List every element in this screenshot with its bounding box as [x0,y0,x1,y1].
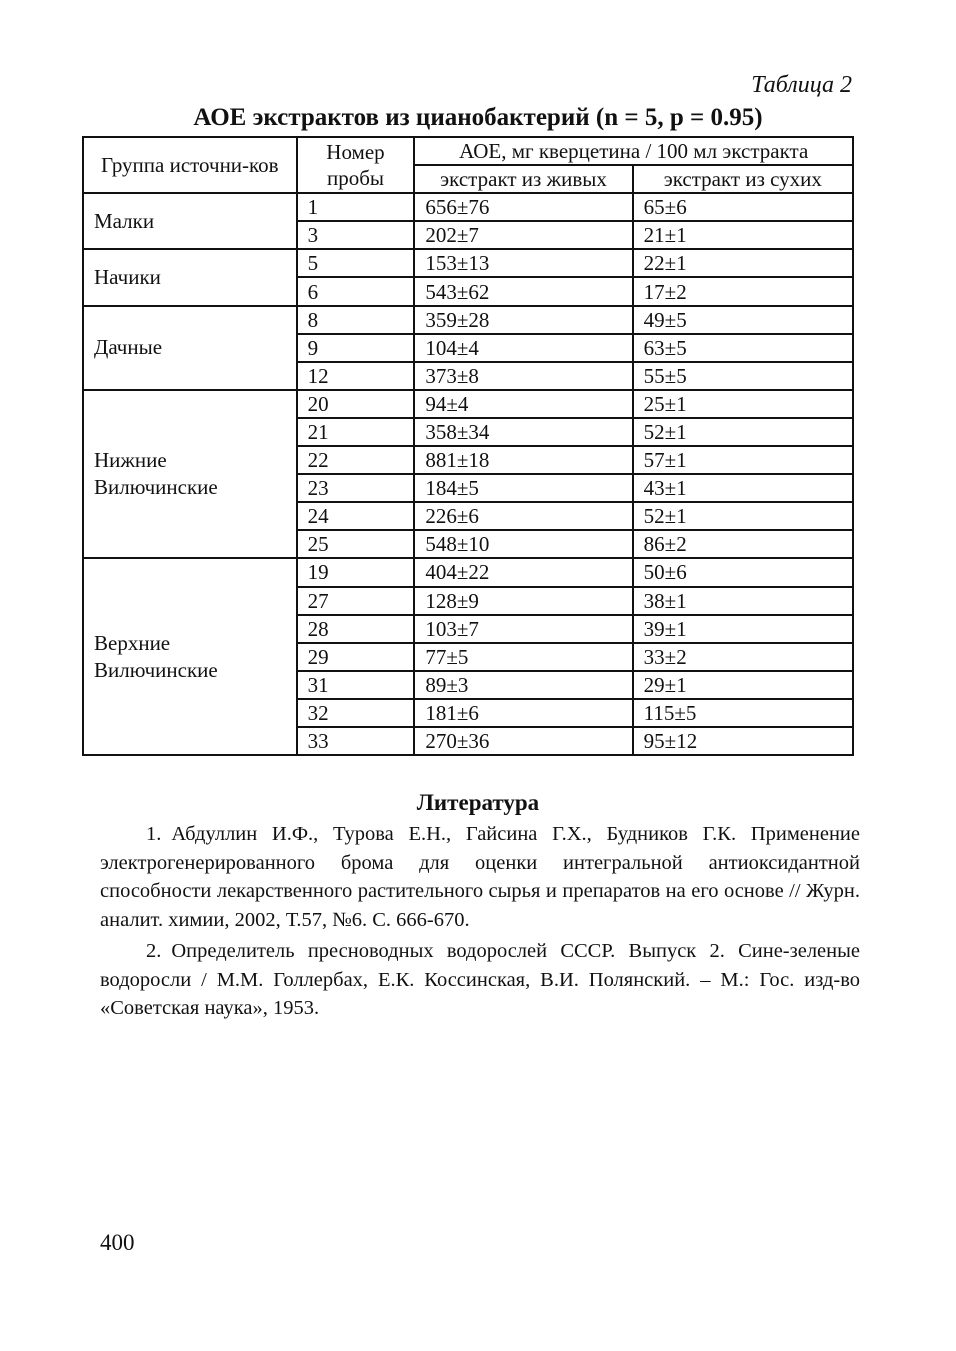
aoe-live: 270±36 [414,727,632,755]
group-name: Малки [83,193,297,249]
sample-number: 25 [297,530,415,558]
aoe-live: 103±7 [414,615,632,643]
aoe-live: 358±34 [414,418,632,446]
sample-number: 29 [297,643,415,671]
aoe-live: 89±3 [414,671,632,699]
aoe-dry: 38±1 [633,587,853,615]
literature-title: Литература [416,790,540,815]
aoe-dry: 52±1 [633,502,853,530]
header-live: экстракт из живых [414,165,632,193]
sample-number: 9 [297,334,415,362]
aoe-dry: 52±1 [633,418,853,446]
group-name: Дачные [83,306,297,390]
aoe-dry: 39±1 [633,615,853,643]
table-row [83,390,853,418]
sample-number: 19 [297,558,415,586]
aoe-live: 226±6 [414,502,632,530]
aoe-dry: 25±1 [633,390,853,418]
aoe-live: 77±5 [414,643,632,671]
reference-text: Абдуллин И.Ф., Турова Е.Н., Гайсина Г.Х., Будников Г.К. Применение электрогенерированного брома для оценки интегральной антиоксидантной способности лекарственного растительного сырья и препаратов на его основе // Журн. аналит. химии, 2002, Т.57, №6. С. 666-670. [100,823,860,931]
sample-number: 20 [297,390,415,418]
aoe-live: 373±8 [414,362,632,390]
sample-number: 33 [297,727,415,755]
sample-number: 24 [297,502,415,530]
group-name: Начики [83,249,297,305]
reference-text: Определитель пресноводных водорослей СССР. Выпуск 2. Сине-зеленые водоросли / М.М. Голлербах, Е.К. Коссинская, В.И. Полянский. – М.: Гос. изд-во «Советская наука», 1953. [100,940,860,1019]
aoe-dry: 17±2 [633,277,853,305]
sample-number: 27 [297,587,415,615]
aoe-dry: 95±12 [633,727,853,755]
sample-number: 5 [297,249,415,277]
header-dry: экстракт из сухих [633,165,853,193]
aoe-live: 548±10 [414,530,632,558]
aoe-dry: 50±6 [633,558,853,586]
aoe-dry: 57±1 [633,446,853,474]
sample-number: 23 [297,474,415,502]
table-row [83,558,853,586]
references-list [100,820,860,1026]
reference-item [100,937,860,1023]
reference-item [100,820,860,934]
sample-number: 12 [297,362,415,390]
sample-number: 21 [297,418,415,446]
aoe-dry: 49±5 [633,306,853,334]
table-row [83,193,853,221]
sample-number: 6 [297,277,415,305]
header-aoe: АОЕ, мг кверцетина / 100 мл экстракта [414,137,853,165]
table-header [83,137,853,193]
aoe-dry: 29±1 [633,671,853,699]
table-title: АОЕ экстрактов из цианобактерий (n = 5, p = 0.95) [193,104,763,131]
aoe-dry: 55±5 [633,362,853,390]
data-table [82,136,854,756]
aoe-dry: 33±2 [633,643,853,671]
sample-number: 31 [297,671,415,699]
sample-number: 1 [297,193,415,221]
aoe-live: 202±7 [414,221,632,249]
table-row [83,249,853,277]
sample-number: 22 [297,446,415,474]
group-name: Нижние Вилючинские [83,390,297,559]
sample-number: 3 [297,221,415,249]
reference-number: 1. [146,823,162,845]
aoe-live: 656±76 [414,193,632,221]
aoe-dry: 22±1 [633,249,853,277]
aoe-dry: 86±2 [633,530,853,558]
header-group: Группа источни-ков [83,137,297,193]
table-label: Таблица 2 [751,72,852,98]
aoe-dry: 65±6 [633,193,853,221]
table-row [83,306,853,334]
aoe-live: 94±4 [414,390,632,418]
aoe-dry: 43±1 [633,474,853,502]
aoe-live: 881±18 [414,446,632,474]
aoe-live: 104±4 [414,334,632,362]
page-number: 400 [100,1230,135,1255]
sample-number: 32 [297,699,415,727]
aoe-live: 153±13 [414,249,632,277]
aoe-live: 181±6 [414,699,632,727]
group-name: Верхние Вилючинские [83,558,297,755]
aoe-live: 359±28 [414,306,632,334]
aoe-dry: 63±5 [633,334,853,362]
aoe-live: 543±62 [414,277,632,305]
aoe-dry: 115±5 [633,699,853,727]
aoe-live: 128±9 [414,587,632,615]
sample-number: 28 [297,615,415,643]
header-sample: Номер пробы [297,137,415,193]
reference-number: 2. [146,940,162,962]
aoe-dry: 21±1 [633,221,853,249]
aoe-live: 184±5 [414,474,632,502]
sample-number: 8 [297,306,415,334]
aoe-live: 404±22 [414,558,632,586]
table-body [83,193,853,755]
